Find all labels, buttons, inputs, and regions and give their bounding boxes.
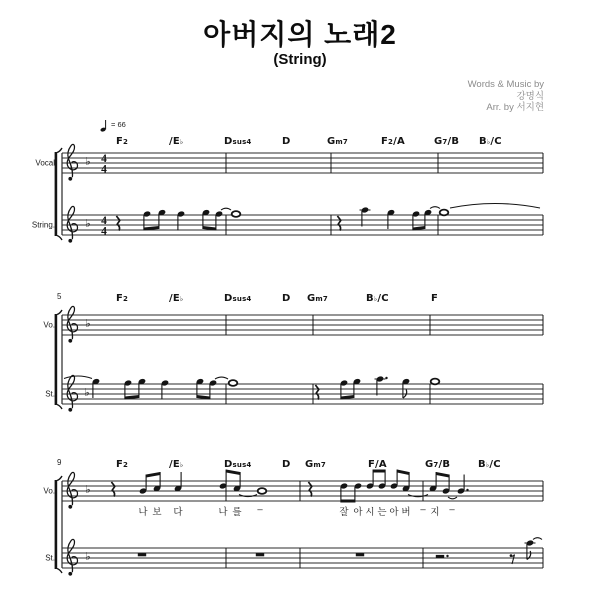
lyric-syllable: 시: [365, 507, 375, 518]
lyric-syllable: 버: [401, 507, 411, 518]
chord-symbol: G7/B: [425, 459, 451, 470]
credit-arranger: Arr. by 서지현: [486, 102, 544, 113]
credit-words-music: Words & Music by: [467, 79, 544, 90]
lyric-syllable: –: [449, 504, 455, 515]
lyric-syllable: –: [257, 504, 263, 515]
time-signature-bottom: 4: [101, 225, 107, 238]
time-signature-top: 4: [101, 153, 107, 165]
lyric-syllable: 를: [232, 507, 242, 518]
chord-symbol: /E♭: [169, 293, 184, 304]
time-signature-top: 4: [101, 215, 107, 227]
lyric-syllable: 보: [152, 507, 162, 518]
measure-number: 9: [57, 458, 62, 467]
page-title: 아버지의 노래2: [203, 19, 397, 50]
lyric-syllable: –: [420, 504, 426, 515]
half-rest: [436, 555, 444, 558]
flat-key-signature: ♭: [85, 317, 91, 330]
chord-symbol: Dsus4: [224, 459, 252, 470]
staff-label: Vo.: [43, 320, 55, 330]
flat-key-signature: ♭: [85, 483, 91, 496]
staff-label: Vo.: [43, 486, 55, 496]
chord-symbol: Dsus4: [224, 293, 252, 304]
chord-symbol: Gm7: [327, 136, 348, 147]
quarter-rest: [308, 482, 311, 497]
chord-symbol: B♭/C: [366, 293, 389, 304]
lyric-syllable: 나: [218, 507, 228, 518]
staff-label: String.: [31, 220, 55, 230]
system-bracket: [55, 314, 58, 405]
chord-symbol: Dsus4: [224, 136, 252, 147]
quarter-rest: [111, 482, 114, 497]
subtitle: (String): [273, 51, 327, 68]
quarter-rest: [337, 216, 340, 231]
chord-symbol: F2/A: [381, 136, 405, 147]
chord-symbol: F2: [116, 136, 129, 147]
lyric-syllable: 는: [377, 507, 387, 518]
tempo-value: = 66: [111, 120, 126, 129]
system-bracket: [55, 152, 58, 236]
chord-symbol: F: [431, 293, 439, 304]
lyric-syllable: 잘: [339, 507, 349, 518]
lyric-syllable: 아: [353, 507, 363, 518]
chord-symbol: F2: [116, 459, 129, 470]
chord-symbol: Gm7: [307, 293, 328, 304]
quarter-rest: [116, 216, 119, 231]
flat-key-signature: ♭: [84, 386, 90, 399]
staff-label: St.: [45, 553, 55, 563]
time-signature-bottom: 4: [101, 163, 107, 176]
credit-composer: 강명식: [516, 90, 544, 102]
lyric-syllable: 아: [389, 507, 399, 518]
flat-key-signature: ♭: [85, 155, 91, 168]
lyric-syllable: 나: [138, 507, 148, 518]
chord-symbol: /E♭: [169, 459, 184, 470]
lyric-syllable: 다: [173, 507, 183, 518]
lyric-syllable: 지: [430, 507, 440, 518]
chord-symbol: B♭/C: [478, 459, 501, 470]
quarter-rest: [315, 385, 318, 400]
chord-symbol: /E♭: [169, 136, 184, 147]
chord-symbol: B♭/C: [479, 136, 502, 147]
chord-symbol: D: [282, 459, 291, 470]
chord-symbol: D: [282, 136, 291, 147]
whole-rest: [356, 553, 364, 556]
chord-symbol: Gm7: [305, 459, 326, 470]
whole-rest: [256, 553, 264, 556]
system-bracket: [55, 480, 58, 569]
chord-symbol: F2: [116, 293, 129, 304]
staff-label: St.: [45, 389, 55, 399]
flat-key-signature: ♭: [85, 217, 91, 230]
staff-label: Vocal: [35, 158, 55, 168]
chord-symbol: D: [282, 293, 291, 304]
whole-rest: [138, 553, 146, 556]
flat-key-signature: ♭: [85, 550, 91, 563]
chord-symbol: G7/B: [434, 136, 460, 147]
measure-number: 5: [57, 292, 62, 301]
chord-symbol: F/A: [368, 459, 387, 470]
